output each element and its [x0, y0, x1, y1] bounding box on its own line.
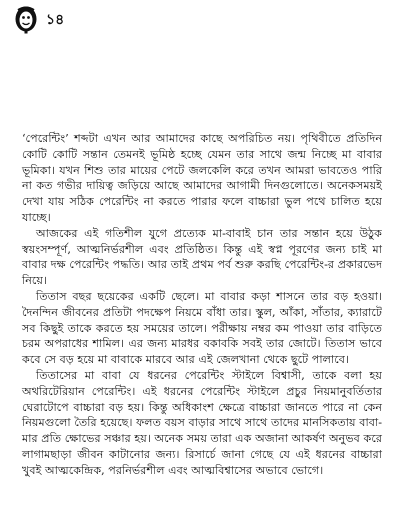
body-text: [22, 131, 382, 479]
ornamental-head-icon: [14, 6, 38, 34]
paragraph-authoritarian-parenting: তিতাসের মা বাবা যে ধরনের পেরেন্টিং স্টাইলে বিশ্বাসী, তাকে বলা হয় অথরিটেরিয়ান পেরেন্টিং। এই ধরনের পেরেন্টিং স্টাইলে প্রচুর নিয়মানুবর্তিতার ঘেরাটোপে বাচ্চারা বড় হয়। কিন্তু অধিকাংশ ক্ষেত্রে বাচ্চারা জানতে পারে না কেন নিয়মগুলো তৈরি হয়েছে। ফলত বয়স বাড়ার সাথে সাথে তাদের মানসিকতায় বাবা-মার প্রতি ক্ষোভের সঞ্চার হয়। অনেক সময় তারা এক অজানা আকর্ষণ অনুভব করে লাগামছাড়া জীবন কাটানোর জন্য। রিসার্চে জানা গেছে যে এই ধরনের বাচ্চারা খুবই আত্মকেন্দ্রিক, পরনির্ভরশীল এবং আত্মবিশ্বাসের অভাবে ভোগে।: [22, 368, 382, 477]
page-number: ১৪: [46, 12, 65, 28]
paragraph-titas-story: তিতাস বছর ছয়েকের একটি ছেলে। মা বাবার কড়া শাসনে তার বড় হওয়া। দৈনন্দিন জীবনের প্রতিটা পদক্ষেপ নিয়মে বাঁধা তার। স্কুল, আঁকা, সাঁতার, ক্যারাটে সব কিছুই তাকে করতে হয় সময়ের তালে। পরীক্ষায় নম্বর কম পাওয়া তার বাড়িতে চরম অপরাধের শামিল। এর জন্য মারধর বকাবকি সবই তার জোটে। তিতাস ভাবে কবে সে বড় হয়ে মা বাবাকে মারবে আর এই জেলখানা থেকে ছুটে পালাবে।: [22, 289, 382, 367]
paragraph-intro: ‘পেরেন্টিং’ শব্দটা এখন আর আমাদের কাছে অপরিচিত নয়। পৃথিবীতে প্রতিদিন কোটি কোটি সন্তান তেমনই ভূমিষ্ঠ হচ্ছে যেমন তার সাথে জন্ম নিচ্ছে মা বাবার ভূমিকা। যখন শিশু তার মায়ের পেটে জলকেলি করে তখন আমরা ভাবতেও পারি না কত গভীর দায়িত্ব জড়িয়ে আছে আমাদের আগামী দিনগুলোতে। অনেকসময়ই দেখা যায় সঠিক পেরেন্টিং না করতে পারার ফলে বাচ্চারা ভুল পথে চালিত হয়ে যাচ্ছে।: [22, 132, 382, 224]
paragraph-modern-era: আজকের এই গতিশীল যুগে প্রত্যেক মা-বাবাই চান তার সন্তান হয়ে উঠুক স্বয়ংসম্পূর্ণ, আত্মনির্ভরশীল এবং প্রতিষ্ঠিত। কিন্তু এই স্বপ্ন পূরণের জন্য চাই মা বাবার দক্ষ পেরেন্টিং পদ্ধতি। আর তাই প্রথম পর্ব শুরু করছি পেরেন্টিং-র প্রকারভেদ নিয়ে।: [22, 226, 382, 288]
page-bottom-edge: [0, 519, 400, 531]
page-header: [14, 6, 64, 34]
